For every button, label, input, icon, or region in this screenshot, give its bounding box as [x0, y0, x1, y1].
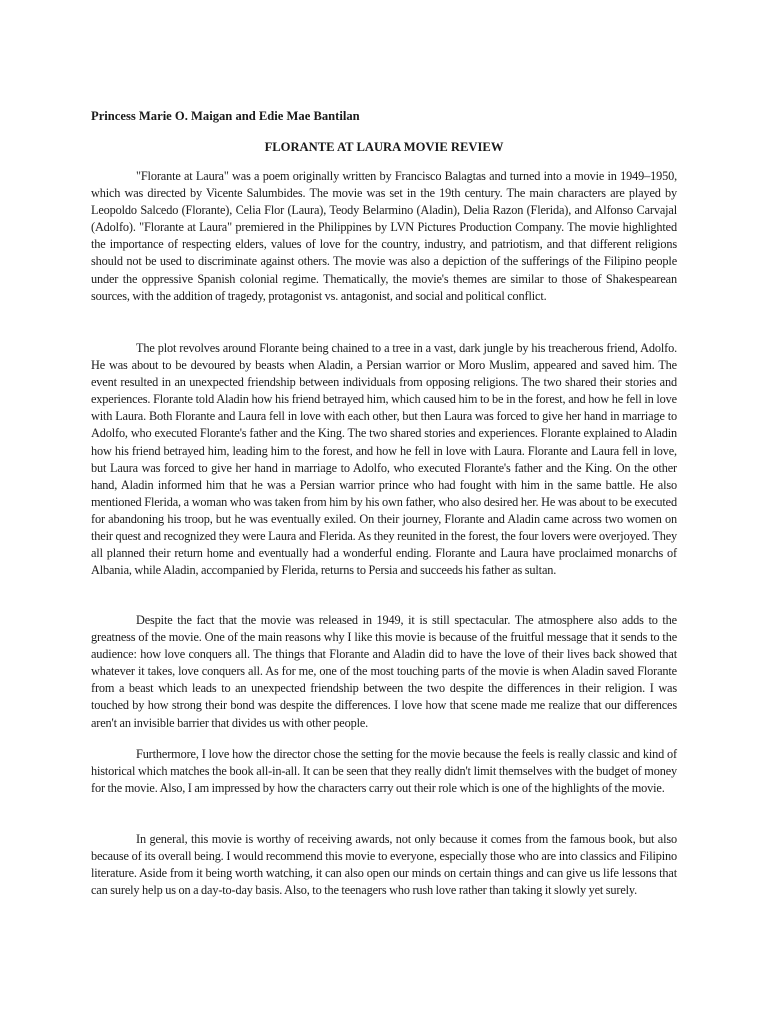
- paragraph-3: Despite the fact that the movie was released in 1949, it is still spectacular. The atmosphere also adds to the greatness of the movie. One of the main reasons why I like this movie is because of the fruitful message that it sends to the audience: how love conquers all. The things that Florante and Aladin did to have the love of their lives back showed that whatever it takes, love conquers all. As for me, one of the most touching parts of the movie is when Aladin saved Florante from a beast which leads to an unexpected friendship between the two despite the differences in their religion. I was touched by how strong their bond was despite the differences. I love how that scene made me realize that our differences aren't an invisible barrier that divides us with other people.: [91, 613, 677, 730]
- paragraph-4-block: [91, 746, 677, 797]
- paragraph-4: Furthermore, I love how the director chose the setting for the movie because the feels is really classic and kind of historical which matches the book all-in-all. It can be seen that they really didn't limit themselves with the budget of money for the movie. Also, I am impressed by how the characters carry out their role which is one of the highlights of the movie.: [91, 747, 677, 796]
- author-line: Princess Marie O. Maigan and Edie Mae Bantilan: [91, 109, 360, 123]
- paragraph-1-block: [91, 168, 677, 305]
- paragraph-1: "Florante at Laura" was a poem originally written by Francisco Balagtas and turned into a movie in 1949–1950, which was directed by Vicente Salumbides. The movie was set in the 19th century. The main characters are played by Leopoldo Salcedo (Florante), Celia Flor (Laura), Teody Belarmino (Aladin), Delia Razon (Flerida), and Alfonso Carvajal (Adolfo). "Florante at Laura" premiered in the Philippines by LVN Pictures Production Company. The movie highlighted the importance of respecting elders, values of love for the country, industry, and patriotism, and that different religions should not be used to discriminate against others. The movie was also a depiction of the sufferings of the Filipino people under the oppressive Spanish colonial regime. Thematically, the movie's themes are similar to those of Shakespearean sources, with the addition of tragedy, protagonist vs. antagonist, and social and political conflict.: [91, 169, 677, 303]
- paragraph-5: In general, this movie is worthy of receiving awards, not only because it comes from the famous book, but also because of its overall being. I would recommend this movie to everyone, especially those who are into classics and Filipino literature. Aside from it being worth watching, it can also open our minds on certain things and can give us life lessons that can surely help us on a day-to-day basis. Also, to the teenagers who rush love rather than taking it slowly yet surely.: [91, 832, 677, 898]
- paragraph-5-block: [91, 831, 677, 899]
- paragraph-3-block: [91, 612, 677, 732]
- paragraph-2-block: [91, 340, 677, 579]
- paragraph-2: The plot revolves around Florante being chained to a tree in a vast, dark jungle by his treacherous friend, Adolfo. He was about to be devoured by beasts when Aladin, a Persian warrior or Moro Muslim, appeared and saved him. The event resulted in an unexpected friendship between individuals from opposing religions. The two shared their stories and experiences. Florante told Aladin how his friend betrayed him, which caused him to be in the forest, and how he fell in love with Laura. Both Florante and Laura fell in love with each other, but then Laura was forced to give her hand in marriage to Adolfo, who executed Florante's father and the King. The two shared stories and experiences. Florante explained to Aladin how his friend betrayed him, leading him to the forest, and how he fell in love with Laura. Florante and Laura fell in love, but Laura was forced to give her hand in marriage to Adolfo, who executed Florante's father and the King. On the other hand, Aladin informed him that he was a Persian warrior prince who had fought with him in the same battle. He also mentioned Flerida, a woman who was taken from him by his own father, who also desired her. He was about to be executed for abandoning his troop, but he was eventually exiled. On their journey, Florante and Aladin came across two women on their quest and recognized they were Laura and Flerida. As they reunited in the forest, the four lovers were overjoyed. They all planned their return home and eventually had a wonderful ending. Florante and Laura have proclaimed monarchs of Albania, while Aladin, accompanied by Flerida, returns to Persia and succeeds his father as sultan.: [91, 341, 677, 578]
- document-title: FLORANTE AT LAURA MOVIE REVIEW: [264, 140, 504, 154]
